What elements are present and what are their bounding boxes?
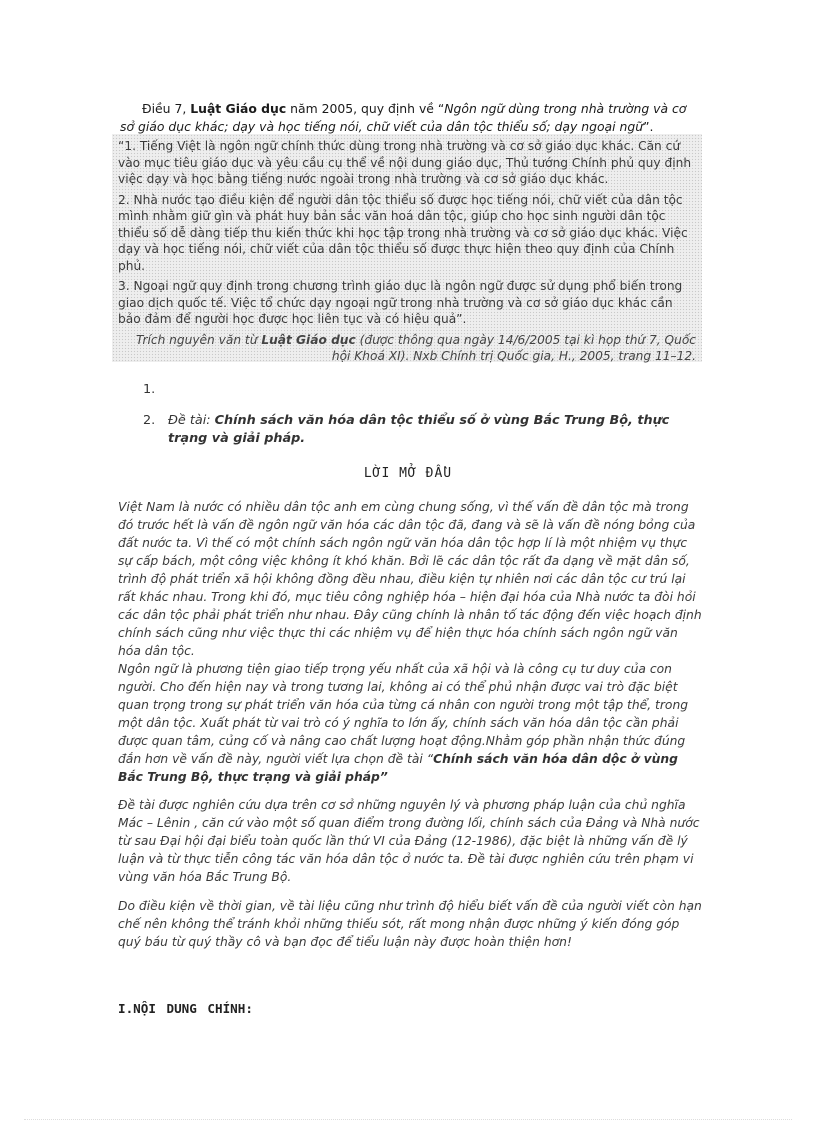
list-item-1 <box>143 382 703 412</box>
quote-citation <box>118 332 696 365</box>
list-number: 1. <box>143 382 156 397</box>
quote-paragraph-1: “1. Tiếng Việt là ngôn ngữ chính thức dùng trong nhà trường và cơ sở giáo dục khác. Căn cứ vào mục tiêu giáo dục và yêu cầu cụ thể về nội dung giáo dục, Thủ tướng Chính phủ quy định việc dạy và học bằng tiếng nước ngoài trong nhà trường và cơ sở giáo dục khác. <box>118 139 692 186</box>
citation-law-name: Luật Giáo dục <box>261 332 356 347</box>
intro-mid: năm 2005, quy định về “ <box>286 101 445 116</box>
preface-paragraph-2 <box>118 660 704 786</box>
intro-paragraph <box>120 100 700 136</box>
law-quote-block <box>112 134 702 362</box>
intro-law-title: Ngôn ngữ dùng trong nhà trường và cơ sở giáo dục khác; dạy và học tiếng nói, chữ viết của dân tộc thiểu số; dạy ngoại ngữ <box>120 101 687 134</box>
preface-paragraph-4: Do điều kiện về thời gian, về tài liệu cũng như trình độ hiểu biết vấn đề của người viết còn hạn chế nên không thể tránh khỏi những thiếu sót, rất mong nhận được những ý kiến đóng góp quý báu từ quý thầy cô và bạn đọc để tiểu luận này được hoàn thiện hơn! <box>118 899 702 949</box>
list-item-2 <box>143 412 703 448</box>
section-heading: I.NỘI DUNG CHÍNH: <box>118 1001 253 1016</box>
preface-paragraph-1: Việt Nam là nước có nhiều dân tộc anh em cùng chung sống, vì thế vấn đề dân tộc mà trong đó trước hết là vấn đề ngôn ngữ văn hóa các dân tộc đã, đang và sẽ là vấn đề nóng bỏng của đất nước ta. Vì thế có một chính sách ngôn ngữ văn hóa dân tộc hợp lí là một nhiệm vụ thực sự cấp bách, một công việc không ít khó khăn. Bởi lẽ các dân tộc rất đa dạng về mặt dân số, trình độ phát triển xã hội không đồng đều nhau, điều kiện tự nhiên nơi các dân tộc cư trú lại rất khác nhau. Trong khi đó, mục tiêu công nghiệp hóa – hiện đại hóa của Nhà nước ta đòi hỏi các dân tộc phải phát triển như nhau. Đây cũng chính là nhân tố tác động đến việc hoạch định chính sách cũng như việc thực thi các nhiệm vụ để hiện thực hóa chính sách ngôn ngữ văn hóa dân tộc. <box>118 500 702 658</box>
ordered-list <box>143 382 703 448</box>
preface-heading: LỜI MỞ ĐẦU <box>363 466 453 481</box>
topic-line <box>168 412 703 448</box>
citation-source: (được thông qua ngày 14/6/2005 tại kì họp thứ 7, Quốc hội Khoá XI). Nxb Chính trị Quốc gia, H., 2005, trang 11–12. <box>331 332 696 363</box>
page-bottom-divider <box>24 1119 792 1120</box>
list-number: 2. <box>143 413 156 428</box>
topic-label: Đề tài: <box>168 413 215 428</box>
paragraph-2-text: Ngôn ngữ là phương tiện giao tiếp trọng yếu nhất của xã hội và là công cụ tư duy của con người. Cho đến hiện nay và trong tương lai, không ai có thể phủ nhận được vai trò đặc biệt quan trọng trong sự phát triển văn hóa của từng cá nhân con người trong một tập thể, trong một dân tộc. Xuất phát từ vai trò có ý nghĩa to lớn ấy, chính sách văn hóa dân tộc cần phải được quan tâm, củng cố và nâng cao chất lượng hoạt động.Nhằm góp phần nhận thức đúng đắn hơn về vấn đề này, người viết lựa chọn đề tài “ <box>118 662 689 766</box>
topic-title: Chính sách văn hóa dân tộc thiểu số ở vùng Bắc Trung Bộ, thực trạng và giải pháp. <box>168 413 670 446</box>
paragraph-2-topic: Chính sách văn hóa dân dộc ở vùng Bắc Trung Bộ, thực trạng và giải pháp <box>118 752 678 784</box>
quote-paragraph-3: 3. Ngoại ngữ quy định trong chương trình giáo dục là ngôn ngữ được sử dụng phổ biến trong giao dịch quốc tế. Việc tổ chức dạy ngoại ngữ trong nhà trường và cơ sở giáo dục khác cần bảo đảm để người học được học liên tục và có hiệu quả”. <box>118 279 683 326</box>
citation-prefix: Trích nguyên văn từ <box>135 332 262 347</box>
paragraph-2-quote-end: ” <box>379 770 388 784</box>
intro-prefix: Điều 7, <box>142 101 191 116</box>
quote-paragraph-2: 2. Nhà nước tạo điều kiện để người dân tộc thiểu số được học tiếng nói, chữ viết của dân tộc mình nhằm giữ gìn và phát huy bản sắc văn hoá dân tộc, giúp cho học sinh người dân tộc thiểu số dễ dàng tiếp thu kiến thức khi học tập trong nhà trường và cơ sở giáo dục khác. Việc dạy và học tiếng nói, chữ viết của dân tộc thiểu số được thực hiện theo quy định của Chính phủ. <box>118 192 688 273</box>
preface-paragraph-3: Đề tài được nghiên cứu dựa trên cơ sở những nguyên lý và phương pháp luận của chủ nghĩa Mác – Lênin , căn cứ vào một số quan điểm trong đường lối, chính sách của Đảng và Nhà nước từ sau Đại hội đại biểu toàn quốc lần thứ VI của Đảng (12-1986), đặc biệt là những vấn đề lý luận và từ thực tiễn công tác văn hóa dân tộc ở nước ta. Đề tài được nghiên cứu trên phạm vi vùng văn hóa Bắc Trung Bộ. <box>118 798 700 884</box>
intro-suffix: ”. <box>643 119 654 134</box>
intro-law-name: Luật Giáo dục <box>190 101 287 116</box>
